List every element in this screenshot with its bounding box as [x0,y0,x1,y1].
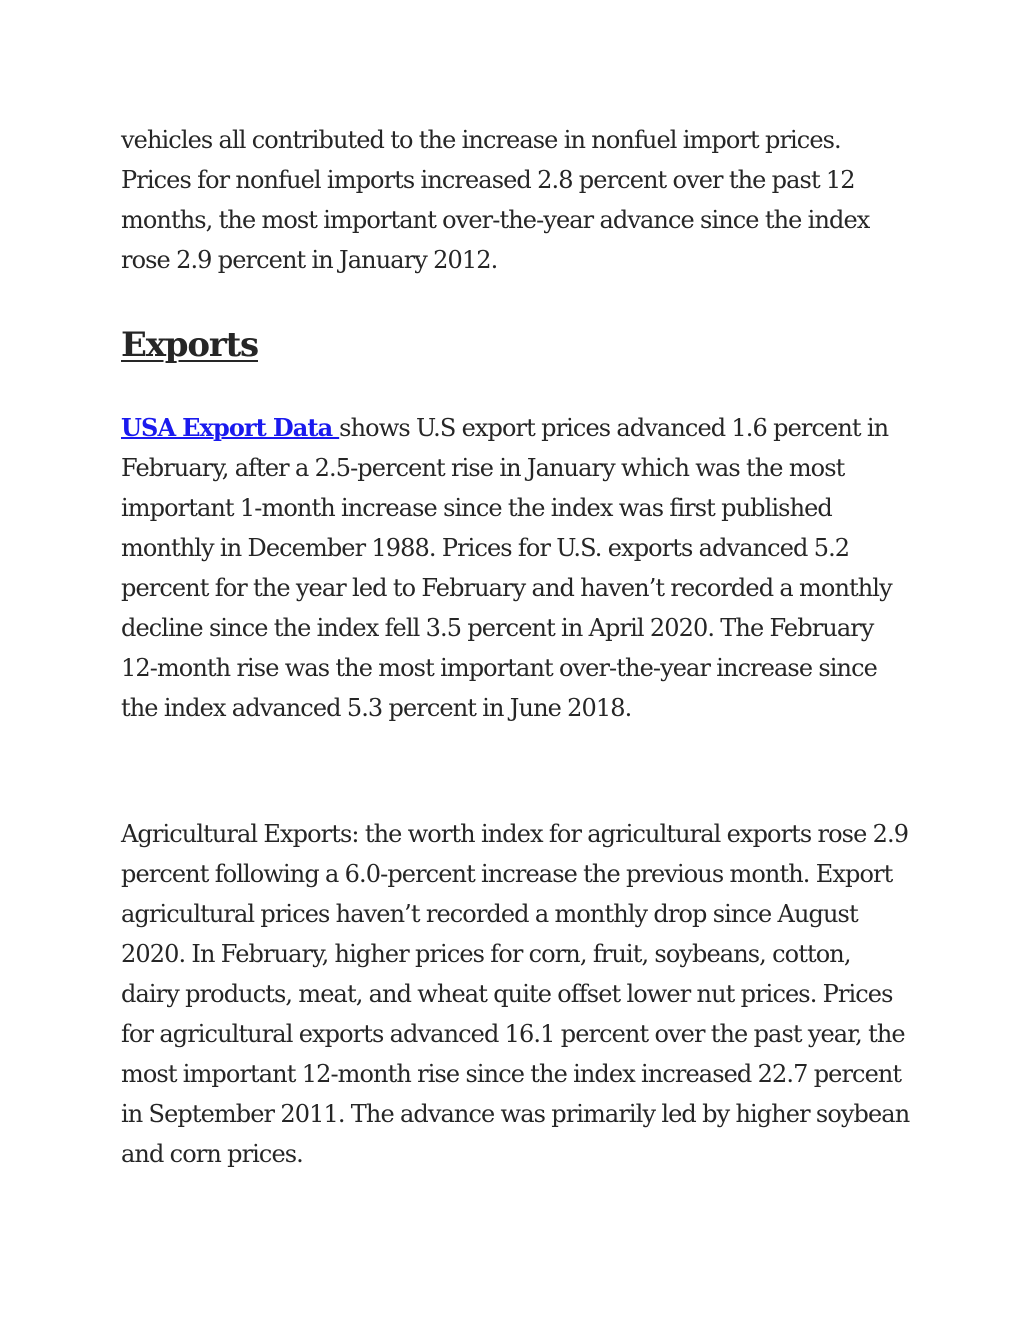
agricultural-exports-paragraph: Agricultural Exports: the worth index for agricultural exports rose 2.9 percent following a 6.0-percent increase the previous month. Export agricultural prices haven’t recorded a monthly drop since August 2020. In February, higher prices for corn, fruit, soybeans, cotton, dairy products, meat, and wheat quite offset lower nut prices. Prices for agricultural exports advanced 16.1 percent over the past year, the most important 12-month rise since the index increased 22.7 percent in September 2011. The advance was primarily led by higher soybean and corn prices. [121,820,910,1168]
intro-paragraph: vehicles all contributed to the increase in nonfuel import prices. Prices for nonfuel imports increased 2.8 percent over the past 12 months, the most important over-the-year advance since the index rose 2.9 percent in January 2012. [121,126,870,274]
exports-body-text: shows U.S export prices advanced 1.6 percent in February, after a 2.5-percent rise in January which was the most important 1-month increase since the index was first published monthly in December 1988. Prices for U.S. exports advanced 5.2 percent for the year led to February and haven’t recorded a monthly decline since the index fell 3.5 percent in April 2020. The February 12-month rise was the most important over-the-year increase since the index advanced 5.3 percent in June 2018. [121,414,892,722]
exports-paragraph [121,408,911,728]
exports-heading: Exports [121,325,258,365]
usa-export-data-link[interactable]: USA Export Data [121,413,340,442]
